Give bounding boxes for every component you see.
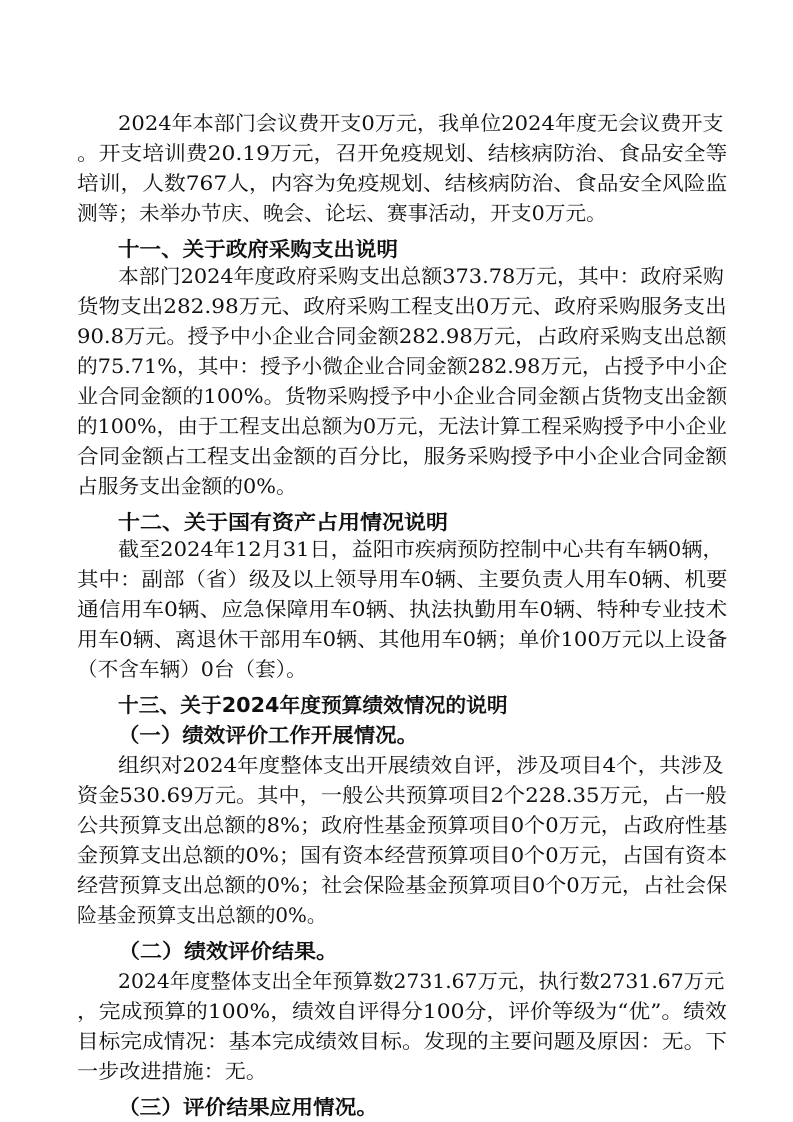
paragraph-line: 合同金额占工程支出金额的百分比，服务采购授予中小企业合同金额 — [77, 444, 727, 468]
paragraph-line: 公共预算支出总额的8%；政府性基金预算项目0个0万元，占政府性基 — [77, 813, 728, 837]
paragraph-line: 货物支出282.98万元、政府采购工程支出0万元、政府采购服务支出 — [77, 294, 727, 318]
section-heading: （一）绩效评价工作开展情况。 — [118, 723, 418, 747]
paragraph-line: 的100%，由于工程支出总额为0万元，无法计算工程采购授予中小企业 — [77, 414, 727, 438]
paragraph-line: 目标完成情况：基本完成绩效目标。发现的主要问题及原因：无。下 — [77, 1029, 727, 1053]
paragraph-line: 金预算支出总额的0%；国有资本经营预算项目0个0万元，占国有资本 — [77, 843, 728, 867]
paragraph-line: 占服务支出金额的0%。 — [77, 474, 297, 498]
section-heading: 十二、关于国有资产占用情况说明 — [118, 510, 448, 534]
paragraph-line: （不含车辆）0台（套）。 — [77, 657, 307, 681]
paragraph-line: 险基金预算支出总额的0%。 — [77, 903, 327, 927]
section-heading: （二）绩效评价结果。 — [118, 939, 338, 963]
section-heading: （三）评价结果应用情况。 — [118, 1095, 378, 1119]
paragraph-line: 其中：副部（省）级及以上领导用车0辆、主要负责人用车0辆、机要 — [77, 567, 728, 591]
paragraph-line: ，完成预算的100%，绩效自评得分100分，评价等级为“优”。绩效 — [77, 999, 727, 1023]
paragraph-line: 组织对2024年度整体支出开展绩效自评，涉及项目4个，共涉及 — [118, 753, 724, 777]
paragraph-line: 2024年度整体支出全年预算数2731.67万元，执行数2731.67万元 — [118, 969, 725, 993]
paragraph-line: 测等；未举办节庆、晚会、论坛、赛事活动，开支0万元。 — [77, 201, 607, 225]
section-heading: 十三、关于2024年度预算绩效情况的说明 — [118, 693, 508, 717]
paragraph-line: 经营预算支出总额的0%；社会保险基金预算项目0个0万元，占社会保 — [77, 873, 728, 897]
paragraph-line: 一步改进措施：无。 — [77, 1059, 268, 1083]
paragraph-line: 资金530.69万元。其中，一般公共预算项目2个228.35万元，占一般 — [77, 783, 727, 807]
paragraph-line: 2024年本部门会议费开支0万元，我单位2024年度无会议费开支 — [118, 111, 724, 135]
paragraph-line: 截至2024年12月31日，益阳市疾病预防控制中心共有车辆0辆， — [118, 537, 724, 561]
paragraph-line: 。开支培训费20.19万元，召开免疫规划、结核病防治、食品安全等 — [77, 141, 728, 165]
paragraph-line: 通信用车0辆、应急保障用车0辆、执法执勤用车0辆、特种专业技术 — [77, 597, 728, 621]
paragraph-line: 业合同金额的100%。货物采购授予中小企业合同金额占货物支出金额 — [77, 384, 728, 408]
paragraph-line: 90.8万元。授予中小企业合同金额282.98万元，占政府采购支出总额 — [77, 324, 727, 348]
paragraph-line: 培训，人数767人，内容为免疫规划、结核病防治、食品安全风险监 — [77, 171, 728, 195]
section-heading: 十一、关于政府采购支出说明 — [118, 237, 398, 261]
paragraph-line: 的75.71%，其中：授予小微企业合同金额282.98万元，占授予中小企 — [77, 354, 728, 378]
paragraph-line: 用车0辆、离退休干部用车0辆、其他用车0辆；单价100万元以上设备 — [77, 627, 728, 651]
paragraph-line: 本部门2024年度政府采购支出总额373.78万元，其中：政府采购 — [118, 264, 724, 288]
